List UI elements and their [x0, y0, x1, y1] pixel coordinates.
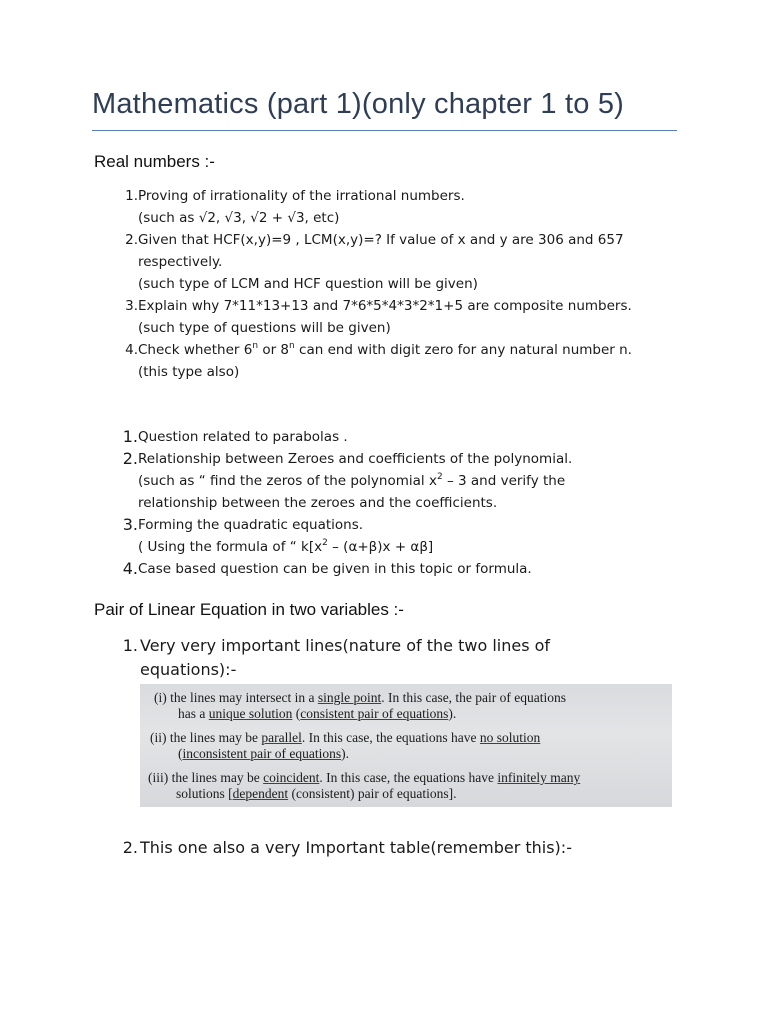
- textbook-photo: (i) the lines may intersect in a single point. In this case, the pair of equations has a unique solution (consistent pair of equations). (ii) the lines may be parallel. In this case, the equations have no solution (inconsistent pair of equations). (iii) the lines may be coincident. In this case, the equations have infinitely many solutions [dependent (consistent) pair of equations].: [140, 684, 672, 807]
- list-item: 4. Check whether 6$^n$ or 8$^n$ can end with digit zero for any natural number n. (this type also): [125, 341, 632, 380]
- list-item: 3. Explain why 7*11*13+13 and 7*6*5*4*3*2*1+5 are composite numbers. (such type of questions will be given): [125, 298, 632, 336]
- list-item: 1. Question related to parabolas .: [122, 427, 348, 446]
- list-item: 1. Very very important lines(nature of the two lines of equations):-: [122, 636, 551, 679]
- list-item: 4. Case based question can be given in this topic or formula.: [122, 559, 532, 578]
- linear-list-1: [116, 634, 676, 682]
- page-title: Mathematics (part 1)(only chapter 1 to 5): [92, 88, 625, 120]
- list-item: 1. Proving of irrationality of the irrational numbers. (such as √2, √3, √2 + √3, etc): [125, 188, 465, 226]
- polynomials-list: [116, 426, 676, 580]
- linear-equations-heading: Pair of Linear Equation in two variables :-: [94, 600, 404, 619]
- list-item: 2. Given that HCF(x,y)=9 , LCM(x,y)=? If value of x and y are 306 and 657 respectively. (such type of LCM and HCF question will be given): [125, 232, 624, 292]
- list-item: 2. This one also a very Important table(remember this):-: [122, 838, 572, 857]
- real-numbers-heading: Real numbers :-: [94, 152, 215, 171]
- title-underline: [92, 130, 677, 131]
- list-item: 2. Relationship between Zeroes and coefficients of the polynomial. (such as “ find the zeros of the polynomial $x^2 - 3$ and verify the relationship between the zeroes and the coefficients.: [122, 449, 573, 511]
- linear-list-2: [116, 836, 676, 860]
- real-numbers-list: [116, 185, 676, 383]
- list-item: 3. Forming the quadratic equations. ( Using the formula of “ $k[x^2 - (\alpha+\beta)x + \alpha\beta]$: [122, 515, 434, 555]
